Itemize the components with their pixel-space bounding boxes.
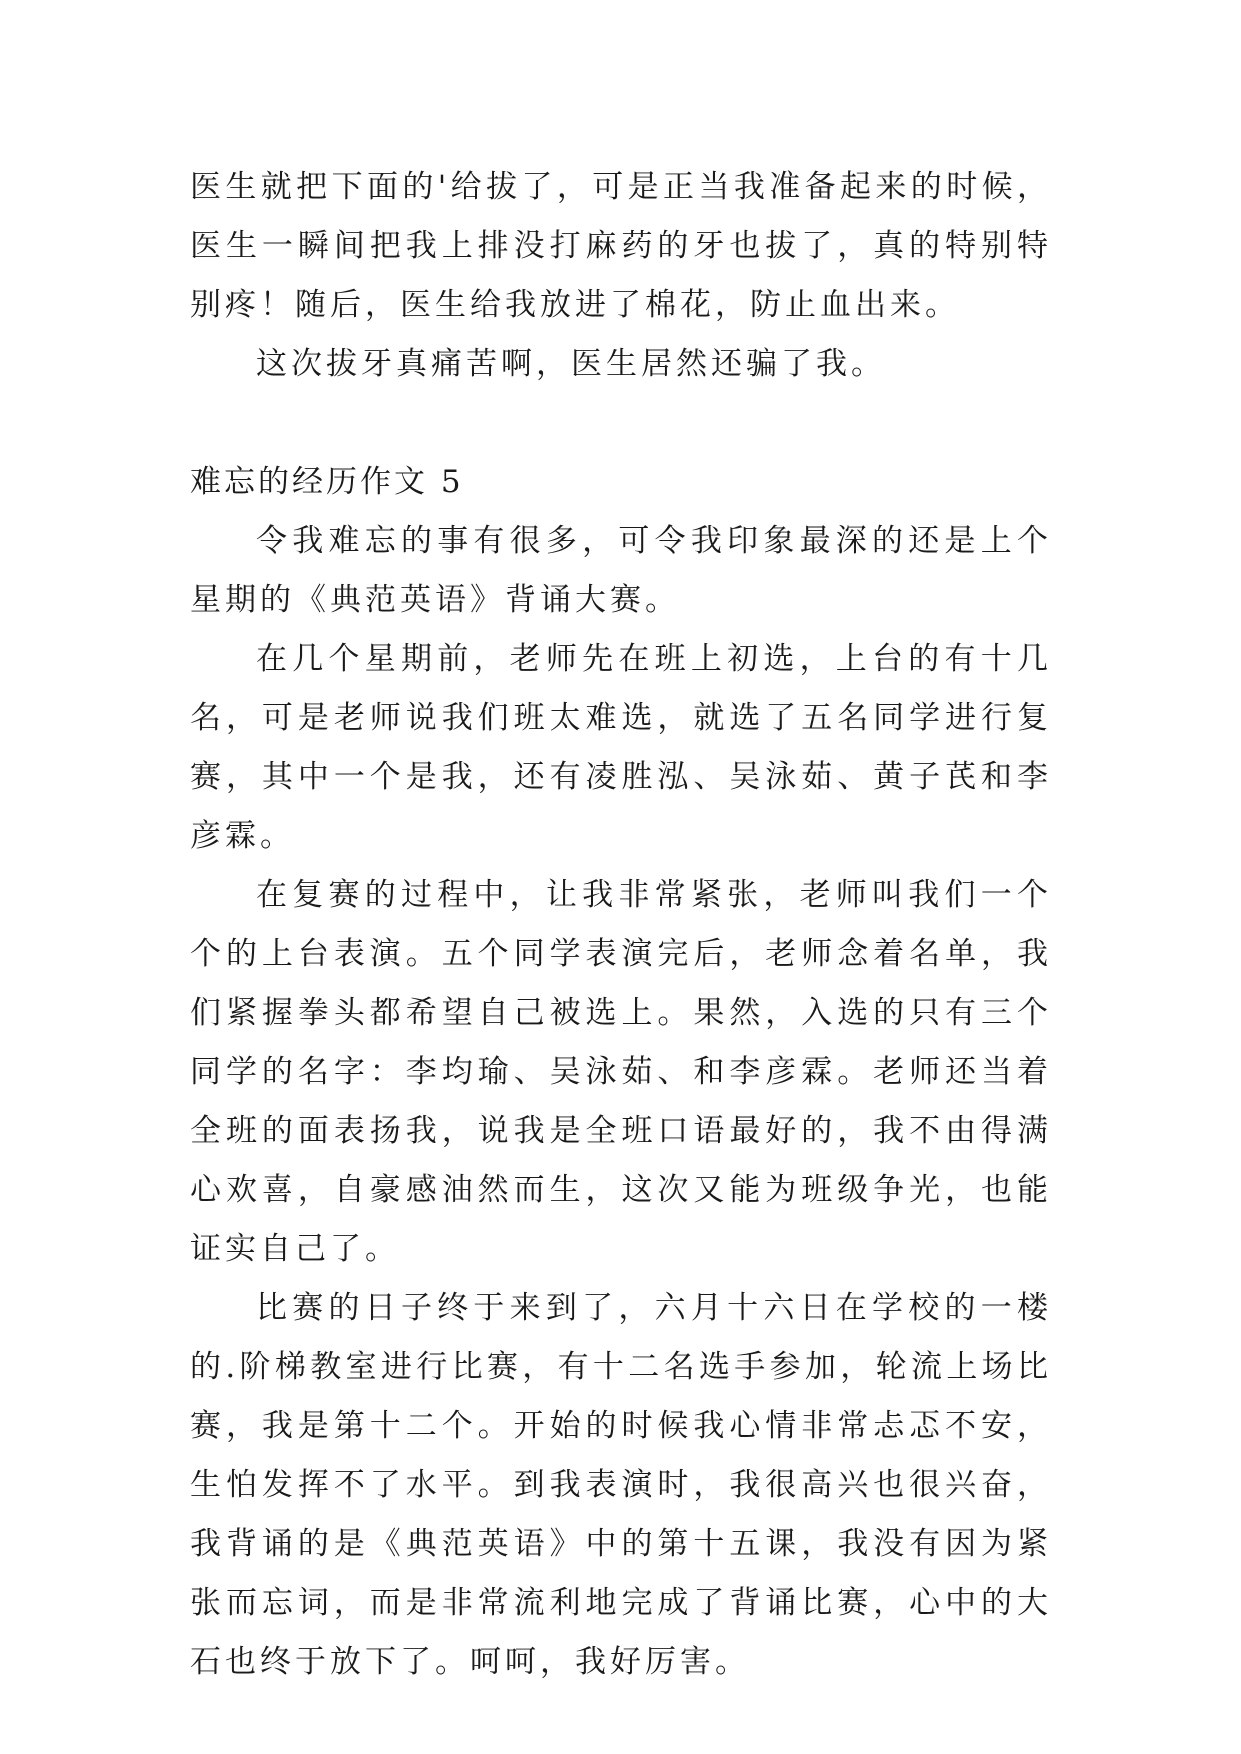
paragraph-conclusion: 这次拔牙真痛苦啊，医生居然还骗了我。 bbox=[256, 346, 886, 382]
paragraph-2: 在几个星期前，老师先在班上初选，上台的有十几名，可是老师说我们班太难选，就选了五名同学进行复赛，其中一个是我，还有凌胜泓、吴泳茹、黄子芪和李彦霖。 bbox=[190, 641, 1052, 854]
paragraph-continued: 医生就把下面的'给拔了，可是正当我准备起来的时候，医生一瞬间把我上排没打麻药的牙也拔了，真的特别特别疼！随后，医生给我放进了棉花，防止血出来。 bbox=[190, 169, 1052, 323]
section-heading: 难忘的经历作文 5 bbox=[190, 464, 464, 500]
document-body bbox=[190, 158, 1052, 1692]
paragraph-3: 在复赛的过程中，让我非常紧张，老师叫我们一个个的上台表演。五个同学表演完后，老师念着名单，我们紧握拳头都希望自己被选上。果然，入选的只有三个同学的名字：李均瑜、吴泳茹、和李彦霖。老师还当着全班的面表扬我，说我是全班口语最好的，我不由得满心欢喜，自豪感油然而生，这次又能为班级争光，也能证实自己了。 bbox=[190, 877, 1052, 1267]
paragraph-4: 比赛的日子终于来到了，六月十六日在学校的一楼的.阶梯教室进行比赛，有十二名选手参加，轮流上场比赛，我是第十二个。开始的时候我心情非常忐忑不安，生怕发挥不了水平。到我表演时，我很高兴也很兴奋，我背诵的是《典范英语》中的第十五课，我没有因为紧张而忘词，而是非常流利地完成了背诵比赛，心中的大石也终于放下了。呵呵，我好厉害。 bbox=[190, 1290, 1052, 1680]
paragraph-1: 令我难忘的事有很多，可令我印象最深的还是上个星期的《典范英语》背诵大赛。 bbox=[190, 523, 1052, 618]
section-spacer bbox=[190, 394, 1052, 453]
